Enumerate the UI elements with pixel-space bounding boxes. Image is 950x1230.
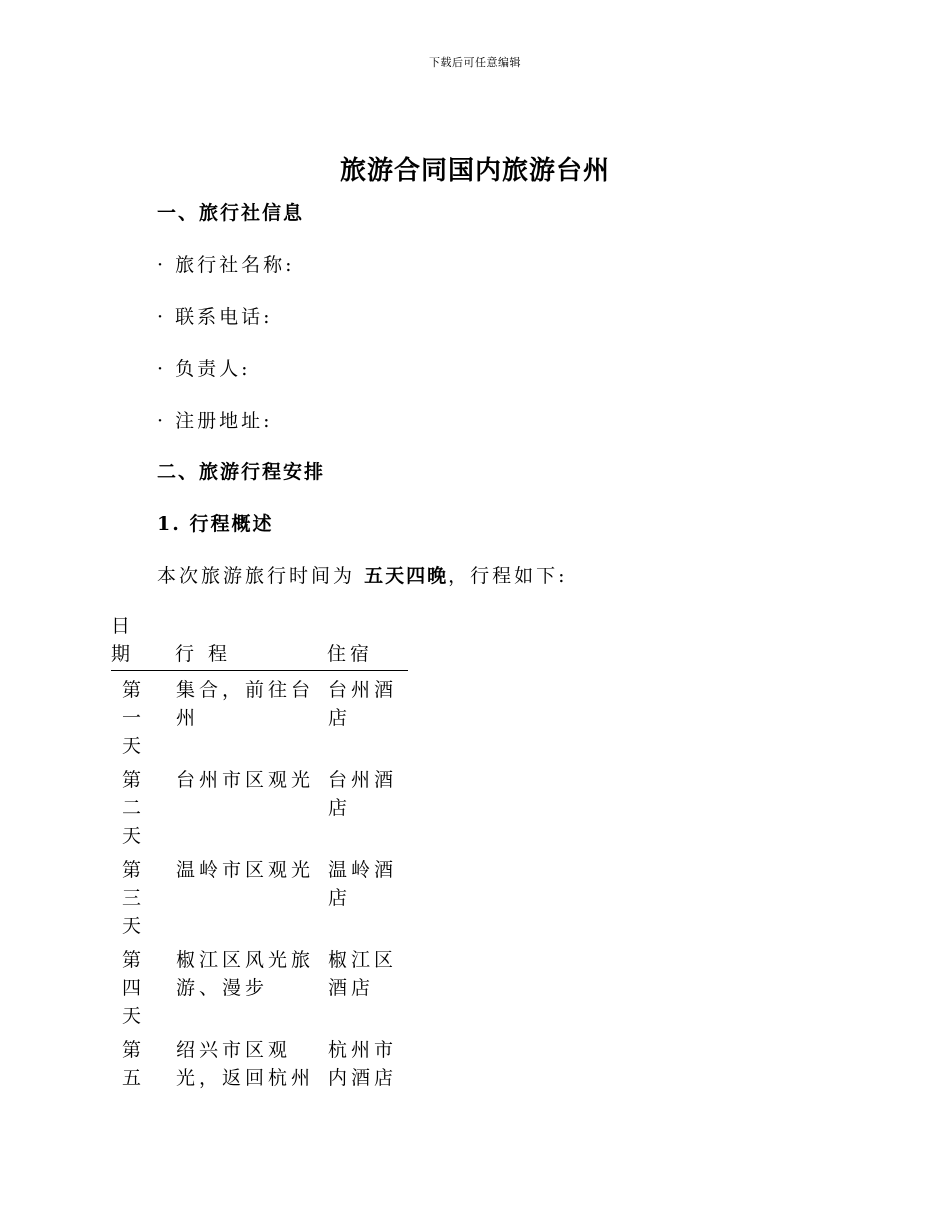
row-day: 第二天: [122, 769, 146, 847]
row-trip: 绍兴市区观光，返回杭州: [176, 1039, 315, 1089]
intro-suffix: ，行程如下:: [448, 565, 568, 587]
itinerary-row: [111, 671, 408, 761]
agency-address-field: · 注册地址:: [157, 410, 273, 432]
header-day-cell: [111, 612, 175, 670]
document-title: 旅游合同国内旅游台州: [339, 156, 610, 186]
agency-name-field: · 旅行社名称:: [157, 254, 295, 276]
agency-manager-field: · 负责人:: [157, 358, 251, 380]
row-day: 第三天: [122, 859, 146, 937]
row-stay: 杭州市内酒店: [328, 1039, 398, 1089]
row-day: 第五: [122, 1039, 146, 1089]
intro-duration: 五天四晚: [364, 565, 449, 587]
row-stay: 台州酒店: [328, 679, 398, 729]
row-trip: 温岭市区观光: [176, 859, 315, 881]
section-agency-heading: 一、旅行社信息: [157, 202, 305, 224]
row-day: 第一天: [122, 679, 146, 757]
row-trip: 椒江区风光旅游、漫步: [176, 949, 315, 999]
itinerary-row: [111, 1031, 408, 1121]
intro-prefix: 本次旅游旅行时间为: [157, 565, 356, 587]
row-stay: 椒江区酒店: [328, 949, 398, 999]
agency-phone-field: · 联系电话:: [157, 306, 273, 328]
row-trip: 集合，前往台州: [176, 679, 315, 729]
row-trip: 台州市区观光: [176, 769, 315, 791]
header-trip: 行 程: [175, 643, 232, 665]
itinerary-overview-subheading: 1. 行程概述: [157, 513, 274, 535]
section-itinerary-heading: 二、旅游行程安排: [157, 461, 326, 483]
header-day: 日期: [111, 615, 135, 665]
itinerary-row: [111, 761, 408, 851]
itinerary-row: [111, 941, 408, 1031]
itinerary-intro: [157, 561, 567, 588]
itinerary-table: [111, 612, 408, 1121]
page-header-note: 下载后可任意编辑: [429, 56, 521, 69]
itinerary-row: [111, 851, 408, 941]
row-stay: 温岭酒店: [328, 859, 398, 909]
row-day: 第四天: [122, 949, 146, 1027]
header-stay: 住宿: [327, 643, 374, 665]
itinerary-table-header: [111, 612, 408, 671]
row-stay: 台州酒店: [328, 769, 398, 819]
